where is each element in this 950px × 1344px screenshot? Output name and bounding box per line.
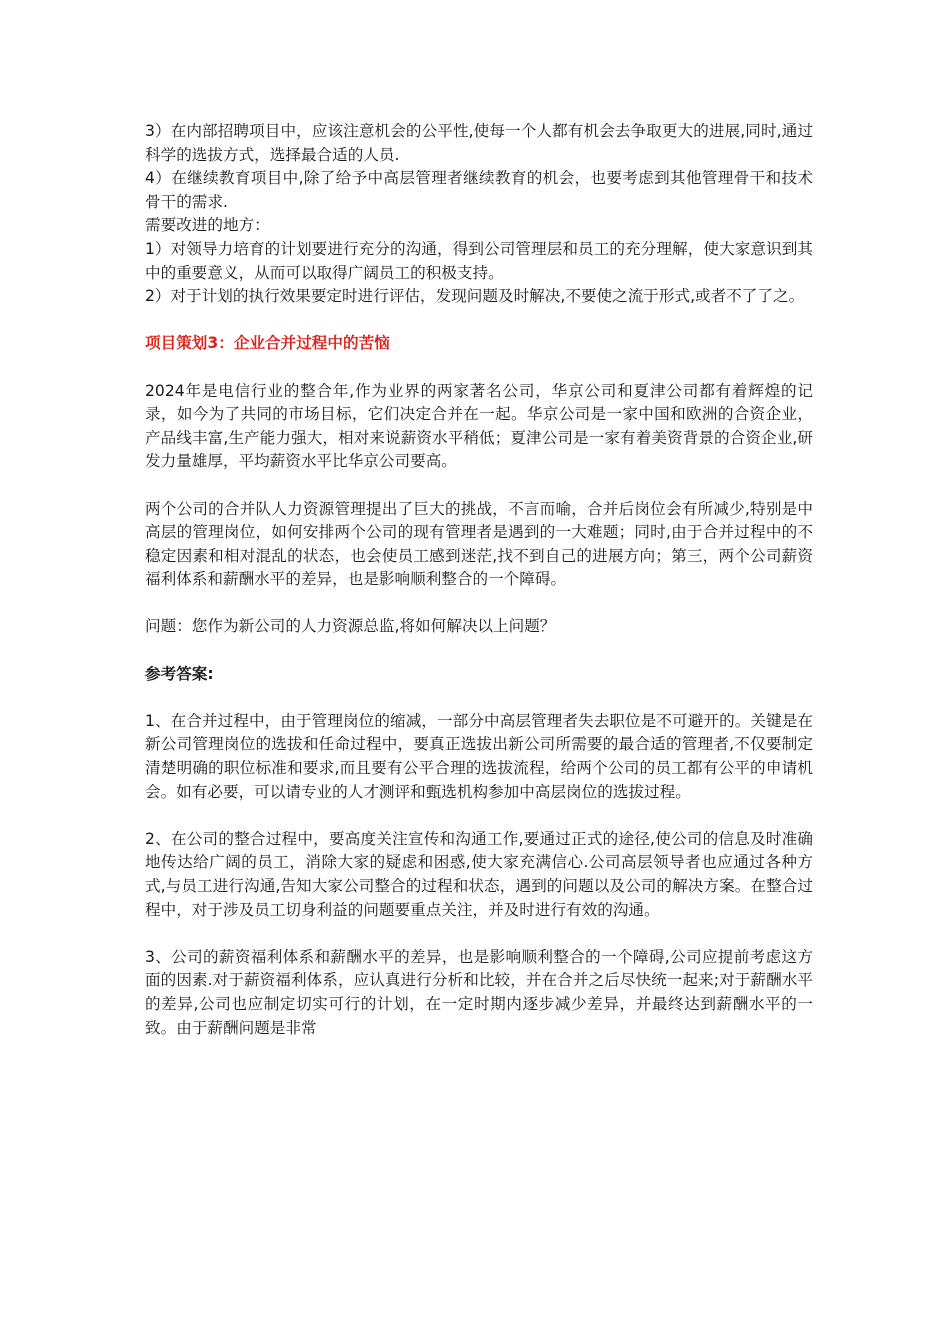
- spacer: [145, 356, 813, 380]
- question: 问题：您作为新公司的人力资源总监,将如何解决以上问题？: [145, 617, 556, 636]
- spacer: [145, 639, 813, 663]
- improvement-heading: 需要改进的地方：: [145, 216, 270, 235]
- answer-2: 2、在公司的整合过程中，要高度关注宣传和沟通工作,要通过正式的途径,使公司的信息及时准确地传达给广阔的员工，消除大家的疑虑和困惑,使大家充满信心.公司高层领导者也应通过各种方式,与员工进行沟通,告知大家公司整合的过程和状态，遇到的问题以及公司的解决方案。在整合过程中，对于涉及员工切身利益的问题要重点关注，并及时进行有效的沟通。: [145, 829, 813, 919]
- spacer: [145, 592, 813, 616]
- intro-item-4: 4）在继续教育项目中,除了给予中高层管理者继续教育的机会，也要考虑到其他管理骨干和技术骨干的需求.: [145, 169, 813, 211]
- spacer: [145, 804, 813, 828]
- case-paragraph-1: 2024年是电信行业的整合年,作为业界的两家著名公司，华京公司和夏津公司都有着辉煌的记录，如今为了共同的市场目标，它们决定合并在一起。华京公司是一家中国和欧洲的合资企业，产品线丰富,生产能力强大，相对来说薪资水平稍低；夏津公司是一家有着美资背景的合资企业,研发力量雄厚，平均薪资水平比华京公司要高。: [145, 381, 813, 471]
- case-paragraph-2: 两个公司的合并队人力资源管理提出了巨大的挑战，不言而喻，合并后岗位会有所减少,特别是中高层的管理岗位，如何安排两个公司的现有管理者是遇到的一大难题；同时,由于合并过程中的不稳定因素和相对混乱的状态，也会使员工感到迷茫,找不到自己的进展方向；第三，两个公司薪资福利体系和薪酬水平的差异，也是影响顺利整合的一个障碍。: [145, 499, 813, 589]
- spacer: [145, 686, 813, 710]
- document-page: [145, 120, 813, 1040]
- improvement-item-1: 1）对领导力培育的计划要进行充分的沟通，得到公司管理层和员工的充分理解，使大家意识到其中的重要意义，从而可以取得广阔员工的积极支持。: [145, 239, 813, 282]
- answer-3: 3、公司的薪资福利体系和薪酬水平的差异，也是影响顺利整合的一个障碍,公司应提前考虑这方面的因素.对于薪资福利体系，应认真进行分析和比较，并在合并之后尽快统一起来;对于薪酬水平的差异,公司也应制定切实可行的计划，在一定时期内逐步减少差异，并最终达到薪酬水平的一致。由于薪酬问题是非常: [145, 947, 813, 1037]
- spacer: [145, 309, 813, 333]
- improvement-item-2: 2）对于计划的执行效果要定时进行评估，发现问题及时解决,不要使之流于形式,或者不了了之。: [145, 287, 805, 306]
- spacer: [145, 474, 813, 498]
- intro-item-3: 3）在内部招聘项目中，应该注意机会的公平性,使每一个人都有机会去争取更大的进展,同时,通过科学的选拔方式，选择最合适的人员.: [145, 122, 813, 164]
- answer-heading: 参考答案:: [145, 664, 214, 683]
- spacer: [145, 922, 813, 946]
- answer-1: 1、在合并过程中，由于管理岗位的缩减，一部分中高层管理者失去职位是不可避开的。关键是在新公司管理岗位的选拔和任命过程中，要真正选拔出新公司所需要的最合适的管理者,不仅要制定清楚明确的职位标准和要求,而且要有公平合理的选拔流程，给两个公司的员工都有公平的申请机会。如有必要，可以请专业的人才测评和甄选机构参加中高层岗位的选拔过程。: [145, 711, 813, 801]
- section-title: 项目策划3：企业合并过程中的苦恼: [145, 334, 390, 353]
